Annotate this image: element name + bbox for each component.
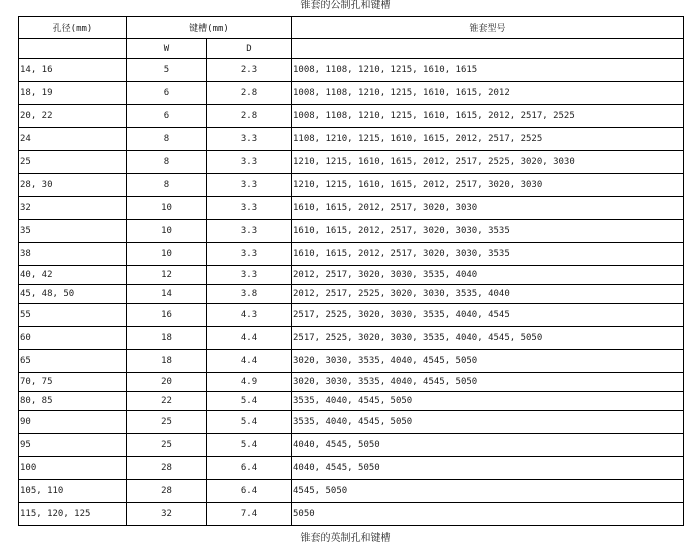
keyway-depth-cell: 3.3 [207,197,292,220]
model-list-cell: 3535, 4040, 4545, 5050 [292,411,684,434]
model-list-cell: 3020, 3030, 3535, 4040, 4545, 5050 [292,373,684,392]
keyway-width-cell: 28 [127,480,207,503]
table-row [19,266,684,285]
keyway-width-cell: 10 [127,220,207,243]
bore-cell: 32 [19,197,127,220]
bore-cell: 80, 85 [19,392,127,411]
keyway-width-cell: 6 [127,82,207,105]
keyway-width-cell: 28 [127,457,207,480]
model-list-cell: 1610, 1615, 2012, 2517, 3020, 3030, 3535 [292,220,684,243]
table-row [19,480,684,503]
model-list-cell: 1210, 1215, 1610, 1615, 2012, 2517, 2525, 3020, 3030 [292,151,684,174]
keyway-depth-cell: 3.3 [207,220,292,243]
keyway-width-cell: 6 [127,105,207,128]
header-bore-blank [19,39,127,59]
bore-cell: 95 [19,434,127,457]
bore-keyway-table [18,16,684,526]
table-row [19,503,684,526]
bore-cell: 70, 75 [19,373,127,392]
bore-cell: 60 [19,327,127,350]
keyway-depth-cell: 5.4 [207,434,292,457]
keyway-depth-cell: 7.4 [207,503,292,526]
table-row [19,128,684,151]
keyway-width-cell: 8 [127,128,207,151]
model-list-cell: 2517, 2525, 3020, 3030, 3535, 4040, 4545 [292,304,684,327]
keyway-depth-cell: 2.8 [207,82,292,105]
keyway-width-cell: 5 [127,59,207,82]
keyway-width-cell: 10 [127,197,207,220]
keyway-depth-cell: 2.8 [207,105,292,128]
table-row [19,59,684,82]
keyway-width-cell: 12 [127,266,207,285]
bore-cell: 35 [19,220,127,243]
bore-cell: 45, 48, 50 [19,285,127,304]
next-table-caption: 锥套的英制孔和键槽 [300,533,391,544]
keyway-depth-cell: 2.3 [207,59,292,82]
keyway-width-cell: 14 [127,285,207,304]
keyway-width-cell: 32 [127,503,207,526]
keyway-width-cell: 18 [127,327,207,350]
header-w: W [127,39,207,59]
bore-cell: 24 [19,128,127,151]
keyway-depth-cell: 5.4 [207,411,292,434]
bore-cell: 28, 30 [19,174,127,197]
keyway-width-cell: 25 [127,411,207,434]
table-row [19,243,684,266]
table-row [19,304,684,327]
header-model-blank [292,39,684,59]
table-row [19,350,684,373]
bore-cell: 105, 110 [19,480,127,503]
table-row [19,151,684,174]
keyway-depth-cell: 6.4 [207,480,292,503]
bore-cell: 14, 16 [19,59,127,82]
table-row [19,174,684,197]
table-row [19,197,684,220]
bore-cell: 55 [19,304,127,327]
model-list-cell: 1008, 1108, 1210, 1215, 1610, 1615, 2012, 2517, 2525 [292,105,684,128]
keyway-width-cell: 25 [127,434,207,457]
header-d: D [207,39,292,59]
bore-cell: 40, 42 [19,266,127,285]
model-list-cell: 4040, 4545, 5050 [292,457,684,480]
table-row [19,434,684,457]
model-list-cell: 4040, 4545, 5050 [292,434,684,457]
model-list-cell: 5050 [292,503,684,526]
bore-cell: 18, 19 [19,82,127,105]
bore-cell: 20, 22 [19,105,127,128]
keyway-width-cell: 8 [127,174,207,197]
keyway-depth-cell: 4.9 [207,373,292,392]
keyway-depth-cell: 3.3 [207,174,292,197]
bore-cell: 100 [19,457,127,480]
table-row [19,411,684,434]
table-body [19,59,684,526]
keyway-depth-cell: 3.3 [207,243,292,266]
header-model: 锥套型号 [292,17,684,39]
keyway-width-cell: 18 [127,350,207,373]
table-row [19,285,684,304]
model-list-cell: 2012, 2517, 2525, 3020, 3030, 3535, 4040 [292,285,684,304]
keyway-depth-cell: 4.4 [207,350,292,373]
header-keyway: 键槽(mm) [127,17,292,39]
model-list-cell: 2517, 2525, 3020, 3030, 3535, 4040, 4545, 5050 [292,327,684,350]
table-row [19,327,684,350]
keyway-depth-cell: 5.4 [207,392,292,411]
model-list-cell: 1610, 1615, 2012, 2517, 3020, 3030, 3535 [292,243,684,266]
keyway-depth-cell: 4.4 [207,327,292,350]
keyway-width-cell: 20 [127,373,207,392]
keyway-depth-cell: 6.4 [207,457,292,480]
keyway-depth-cell: 3.8 [207,285,292,304]
table-caption: 锥套的公制孔和键槽 [300,0,391,11]
model-list-cell: 1210, 1215, 1610, 1615, 2012, 2517, 3020, 3030 [292,174,684,197]
keyway-width-cell: 22 [127,392,207,411]
model-list-cell: 3535, 4040, 4545, 5050 [292,392,684,411]
header-bore: 孔径(mm) [19,17,127,39]
table-row [19,373,684,392]
model-list-cell: 1108, 1210, 1215, 1610, 1615, 2012, 2517, 2525 [292,128,684,151]
table-row [19,82,684,105]
table-row [19,392,684,411]
table-row [19,457,684,480]
keyway-width-cell: 8 [127,151,207,174]
keyway-depth-cell: 3.3 [207,266,292,285]
bore-cell: 38 [19,243,127,266]
model-list-cell: 3020, 3030, 3535, 4040, 4545, 5050 [292,350,684,373]
bore-cell: 65 [19,350,127,373]
model-list-cell: 1008, 1108, 1210, 1215, 1610, 1615, 2012 [292,82,684,105]
table-row [19,220,684,243]
model-list-cell: 1008, 1108, 1210, 1215, 1610, 1615 [292,59,684,82]
model-list-cell: 4545, 5050 [292,480,684,503]
bore-cell: 90 [19,411,127,434]
keyway-depth-cell: 3.3 [207,151,292,174]
keyway-width-cell: 10 [127,243,207,266]
model-list-cell: 1610, 1615, 2012, 2517, 3020, 3030 [292,197,684,220]
bore-cell: 25 [19,151,127,174]
keyway-depth-cell: 4.3 [207,304,292,327]
table-row [19,105,684,128]
keyway-width-cell: 16 [127,304,207,327]
keyway-depth-cell: 3.3 [207,128,292,151]
model-list-cell: 2012, 2517, 3020, 3030, 3535, 4040 [292,266,684,285]
bore-cell: 115, 120, 125 [19,503,127,526]
